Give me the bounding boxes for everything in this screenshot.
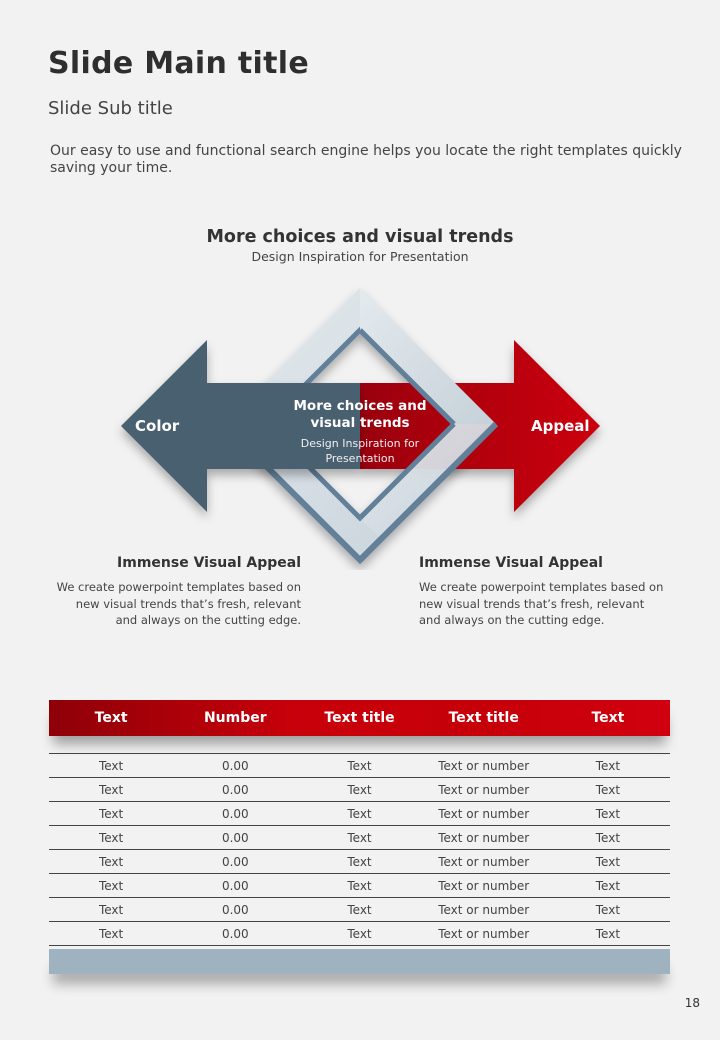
column-header: Text title — [324, 710, 395, 726]
table-cell: Text — [347, 782, 372, 797]
table-cell: 0.00 — [221, 878, 249, 893]
table-row — [49, 922, 670, 946]
table-cell: 0.00 — [221, 854, 249, 869]
table-cell: Text or number — [438, 830, 530, 845]
table-cell: 0.00 — [221, 902, 249, 917]
table-cell: Text or number — [438, 926, 530, 941]
diagram-center-subtitle: Design Inspiration for Presentation — [300, 437, 420, 465]
feature-title-left: Immense Visual Appeal — [117, 555, 301, 571]
table-cell: Text — [595, 878, 621, 893]
feature-text-right: We create powerpoint templates based on new visual trends that’s fresh, relevant and always on the cutting edge. — [419, 580, 664, 627]
table-cell: 0.00 — [221, 806, 249, 821]
table-cell: Text — [595, 830, 621, 845]
arrow-label-color: Color — [135, 417, 180, 435]
table-cell: Text or number — [438, 878, 530, 893]
table-row — [49, 874, 670, 898]
table-cell: Text or number — [438, 902, 530, 917]
table-cell: Text — [98, 782, 124, 797]
table-cell: Text or number — [438, 806, 530, 821]
diagram-subheading: Design Inspiration for Presentation — [251, 249, 469, 264]
table-cell: Text — [595, 806, 621, 821]
table-cell: 0.00 — [221, 758, 249, 773]
feature-text-left: We create powerpoint templates based on new visual trends that’s fresh, relevant and always on the cutting edge. — [56, 580, 301, 627]
table-row — [49, 802, 670, 826]
feature-title-right: Immense Visual Appeal — [419, 555, 603, 571]
table-cell: Text — [98, 926, 124, 941]
intro-paragraph: Our easy to use and functional search engine helps you locate the right templates quickly saving your time. — [50, 143, 682, 176]
table-cell: 0.00 — [221, 782, 249, 797]
slide-title: Slide Main title — [48, 46, 310, 81]
table-cell: 0.00 — [221, 830, 249, 845]
table-footer-bar — [49, 949, 670, 974]
table-cell: Text or number — [438, 758, 530, 773]
table-cell: Text — [347, 806, 372, 821]
page-number: 18 — [684, 996, 700, 1010]
table-cell: Text — [595, 926, 621, 941]
table-cell: Text — [98, 854, 124, 869]
table-cell: Text — [347, 830, 372, 845]
table-cell: Text — [98, 902, 124, 917]
column-header: Text title — [448, 710, 519, 726]
table-cell: Text — [595, 902, 621, 917]
table-cell: Text — [98, 830, 124, 845]
table-cell: Text — [347, 926, 372, 941]
arrow-label-appeal: Appeal — [531, 417, 590, 435]
table-cell: Text — [347, 854, 372, 869]
table-cell: Text — [98, 758, 124, 773]
data-table — [49, 700, 670, 974]
slide-subtitle: Slide Sub title — [48, 98, 173, 119]
diagram-center-title: More choices and visual trends — [293, 398, 427, 431]
table-cell: Text or number — [438, 854, 530, 869]
table-cell: Text — [347, 878, 372, 893]
table-cell: Text — [98, 878, 124, 893]
table-cell: Text — [347, 758, 372, 773]
table-cell: Text or number — [438, 782, 530, 797]
table-row — [49, 898, 670, 922]
table-cell: Text — [98, 806, 124, 821]
table-row — [49, 826, 670, 850]
table-cell: Text — [595, 758, 621, 773]
table-cell: Text — [595, 854, 621, 869]
table-row — [49, 754, 670, 778]
column-header: Text — [94, 710, 128, 726]
table-header — [49, 700, 670, 736]
column-header: Number — [203, 710, 267, 726]
column-header: Text — [591, 710, 625, 726]
table-row — [49, 778, 670, 802]
table-cell: 0.00 — [221, 926, 249, 941]
table-cell: Text — [595, 782, 621, 797]
table-body — [49, 753, 670, 946]
diagram-heading: More choices and visual trends — [206, 227, 514, 247]
table-row — [49, 850, 670, 874]
table-cell: Text — [347, 902, 372, 917]
